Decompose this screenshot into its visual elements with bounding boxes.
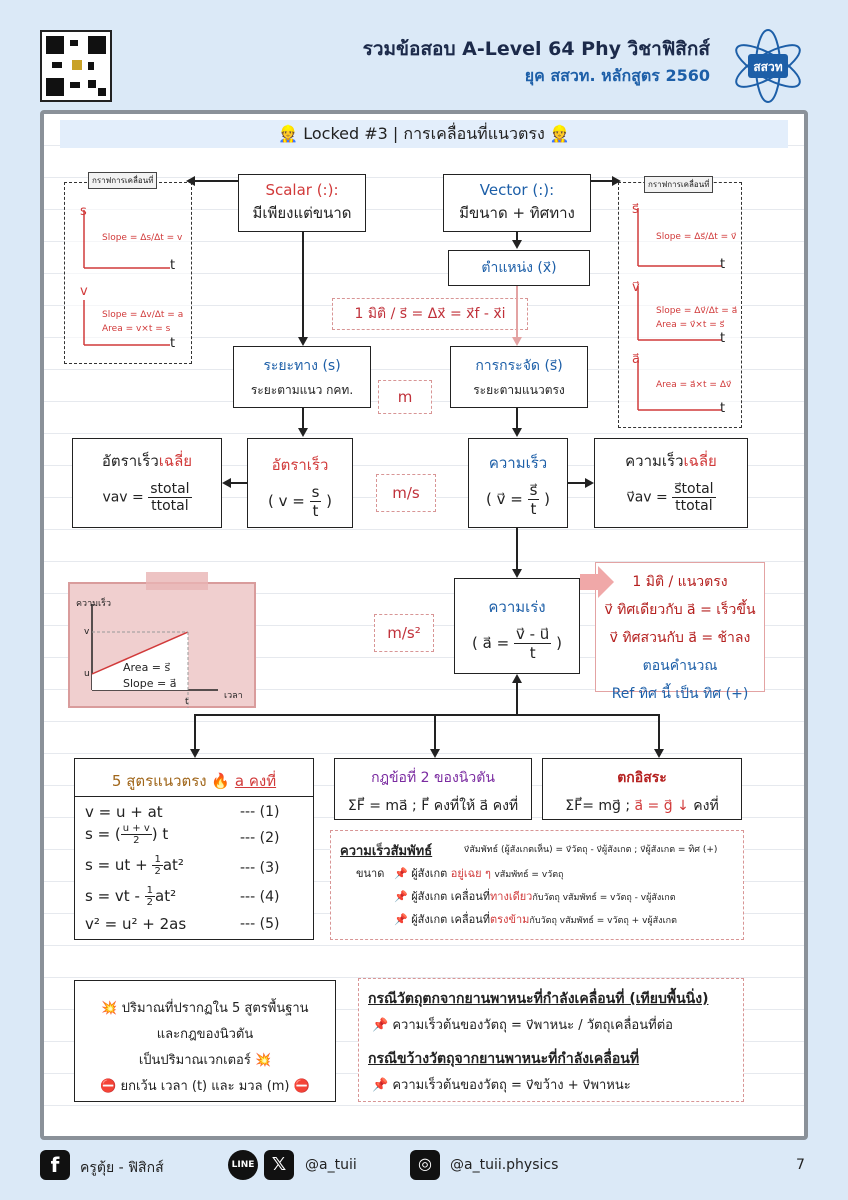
relative-r1c: vสัมพัทธ์ = vวัตถุ <box>494 870 564 880</box>
connector <box>302 408 304 430</box>
worker-icon: 👷 <box>278 124 304 143</box>
freefall-formula-b: a⃗ = g⃗ ↓ <box>634 798 689 814</box>
relative-row-2 <box>394 887 676 905</box>
t-axis-label: t <box>170 336 176 351</box>
page-number: 7 <box>796 1157 805 1173</box>
t-axis-label: t <box>720 401 726 416</box>
v-vec-axis-label: v⃗ <box>632 280 640 295</box>
arrow-right-icon <box>612 176 621 186</box>
scalar-box <box>238 174 366 232</box>
s-axis-label: s <box>80 204 87 219</box>
formula-3-num-label: --- (3) <box>240 860 280 876</box>
connector <box>194 714 660 716</box>
arrow-right-icon <box>585 478 594 488</box>
area-v-vec-label: Area = v⃗×t = s⃗ <box>656 320 725 330</box>
pin-icon: 📌 <box>372 1078 393 1093</box>
accel-title: ความเร่ง <box>488 598 546 616</box>
area-a-vec-label: Area = a⃗×t = Δv⃗ <box>656 380 732 390</box>
slope-v-label: Slope = Δv/Δt = a <box>102 310 184 320</box>
five-formulas-title: 5 สูตรแนวตรง <box>111 772 207 790</box>
formula-4-num: 1 <box>146 885 154 896</box>
position-box <box>448 250 590 286</box>
position-label: ตำแหน่ง (x⃗) <box>481 260 557 276</box>
avg-velocity-title: ความเร็ว <box>625 452 684 470</box>
drop-case-title: กรณีวัตถุตกจากยานพาหนะที่กำลังเคลื่อนที่ (เทียบพื้นนิ่ง) <box>368 991 709 1007</box>
unit-m: m <box>378 380 432 414</box>
relative-magnitude: ขนาด <box>356 867 385 880</box>
accel-den: t <box>529 644 536 662</box>
worker-icon: 👷 <box>544 124 570 143</box>
arrow-left-icon <box>186 176 195 186</box>
vt-slope-label: Slope = a⃗ <box>123 677 177 690</box>
s-vec-axis-label: s⃗ <box>632 202 639 217</box>
t-axis-label: t <box>720 331 726 346</box>
arrow-down-icon <box>298 337 308 346</box>
relative-r3a: ผู้สังเกต เคลื่อนที่ <box>411 913 491 926</box>
distance-desc: ระยะตามแนว กคท. <box>250 383 354 397</box>
banner-title: Locked #3 | การเคลื่อนที่แนวตรง <box>303 124 545 143</box>
relative-r2a: ผู้สังเกต เคลื่อนที่ <box>411 890 491 903</box>
vector-box <box>443 174 591 232</box>
logo-text: สสวท <box>753 60 783 74</box>
formula-4-b: at² <box>155 887 177 905</box>
ipst-logo-icon <box>728 26 808 106</box>
connector <box>230 482 247 484</box>
connector <box>516 528 518 570</box>
relative-r3c: กับวัตถุ vสัมพัทธ์ = vวัตถุ + vผู้สังเกต <box>529 916 677 926</box>
relative-r1a: ผู้สังเกต <box>411 867 448 880</box>
banner <box>60 120 788 148</box>
pin-icon: 📌 <box>394 913 408 926</box>
fire-icon: 🔥 <box>211 772 231 790</box>
relative-r3b: ตรงข้าม <box>490 913 530 926</box>
scalar-desc: มีเพียงแต่ขนาด <box>252 204 352 222</box>
avg-speed-box <box>72 438 222 528</box>
header-subtitle: ยุค สสวท. หลักสูตร 2560 <box>524 66 710 85</box>
formula-2-a: s = ( <box>85 825 121 843</box>
throw-case-line: ความเร็วต้นของวัตถุ = v⃗ขว้าง + v⃗พาหนะ <box>392 1078 631 1093</box>
formula-2-num: --- (2) <box>240 830 280 846</box>
header-title: รวมข้อสอบ A-Level 64 Phy วิชาฟิสิกส์ <box>362 38 710 60</box>
connector <box>658 714 660 750</box>
vector-note-box <box>74 980 336 1102</box>
freefall-formula-c: คงที่ <box>693 798 719 814</box>
formula-5-num: --- (5) <box>240 916 280 932</box>
velocity-title: ความเร็ว <box>488 454 548 472</box>
no-entry-icon: ⛔ <box>100 1079 121 1094</box>
arrow-down-icon <box>512 337 522 346</box>
x-icon[interactable]: 𝕏 <box>264 1150 294 1180</box>
accel-lhs: a⃗ = <box>482 634 510 652</box>
footer-facebook[interactable]: ครูตุ้ย - ฟิสิกส์ <box>80 1160 164 1176</box>
vt-area-label: Area = s⃗ <box>123 661 171 674</box>
avg-velocity-num: s⃗total <box>674 481 714 497</box>
speed-box: อัตราเร็ว ( v = $\frac{s}{t}$ ) <box>247 438 353 528</box>
vt-t-label: t <box>185 697 189 707</box>
avg-speed-title-suffix: เฉลี่ย <box>158 452 193 470</box>
unit-ms: m/s <box>376 474 436 512</box>
arrow-down-icon <box>512 240 522 249</box>
avg-speed-num: stotal <box>150 481 190 497</box>
five-formulas-cond: a คงที่ <box>234 772 277 790</box>
formula-4-den: 2 <box>146 897 154 908</box>
speed-title: อัตราเร็ว <box>271 456 329 474</box>
relative-r2c: กับวัตถุ vสัมพัทธ์ = vวัตถุ - vผู้สังเกต <box>532 893 676 903</box>
vt-y-label: ความเร็ว <box>76 599 112 609</box>
formula-5: v² = u² + 2as <box>85 915 187 933</box>
relative-r1b: อยู่เฉย ๆ <box>450 867 491 880</box>
vector-desc: มีขนาด + ทิศทาง <box>459 204 575 222</box>
t-axis-label: t <box>170 258 176 273</box>
relative-r2b: ทางเดียว <box>490 890 533 903</box>
avg-speed-lhs: vav = <box>102 489 144 506</box>
avg-velocity-den: ttotal <box>675 498 713 514</box>
formula-2-b: ) t <box>151 825 169 843</box>
slope-s-vec-label: Slope = Δs⃗/Δt = v⃗ <box>656 232 737 242</box>
no-entry-icon: ⛔ <box>289 1079 310 1094</box>
connector <box>194 180 238 182</box>
formula-1-num: --- (1) <box>240 804 280 820</box>
arrow-down-icon <box>190 749 200 758</box>
avg-velocity-box <box>594 438 748 528</box>
velocity-box: ความเร็ว ( v⃗ = $\frac{s⃗}{t}$ ) <box>468 438 568 528</box>
connector <box>516 408 518 430</box>
connector <box>302 232 304 338</box>
formula-3-num: 1 <box>154 854 161 865</box>
velocity-lhs: v⃗ = <box>496 490 523 508</box>
slope-s-label: Slope = Δs/Δt = v <box>102 233 183 243</box>
velocity-num: s⃗ <box>529 481 538 499</box>
accel-note-3: v⃗ ทิศสวนกับ a⃗ = ช้าลง <box>609 630 751 646</box>
arrow-left-icon <box>222 478 231 488</box>
relative-row-3 <box>394 910 677 928</box>
vt-v-label: v <box>84 627 90 637</box>
vt-x-label: เวลา <box>224 691 243 701</box>
pin-icon: 📌 <box>394 867 408 880</box>
accel-notes <box>595 562 765 702</box>
vector-note-1: ปริมาณที่ปรากฏใน 5 สูตรพื้นฐาน <box>121 1001 309 1016</box>
formula-3-b: at² <box>162 856 184 874</box>
newton-box <box>334 758 532 820</box>
arrow-down-icon <box>654 749 664 758</box>
facebook-icon[interactable]: f <box>40 1150 70 1180</box>
formula-4 <box>85 885 176 908</box>
accel-note-2: v⃗ ทิศเดียวกับ a⃗ = เร็วขึ้น <box>604 602 756 618</box>
five-formulas-box <box>74 758 314 940</box>
accel-note-4: ตอนคำนวณ <box>642 658 718 674</box>
slope-v-vec-label: Slope = Δv⃗/Δt = a⃗ <box>656 306 738 316</box>
relative-def: v⃗สัมพัทธ์ (ผู้สังเกตเห็น) = v⃗วัตถุ - v⃗ผู้สังเกต ; v⃗ผู้สังเกต = ทิศ (+) <box>464 845 718 855</box>
drop-case-line: ความเร็วต้นของวัตถุ = v⃗พาหนะ / วัตถุเคลื่อนที่ต่อ <box>392 1018 673 1033</box>
instagram-icon[interactable]: ◎ <box>410 1150 440 1180</box>
sparkle-icon: 💥 <box>250 1053 272 1068</box>
connector <box>194 714 196 750</box>
graph-tag-right: กราฟการเคลื่อนที่ <box>644 176 713 193</box>
graph-tag-left: กราฟการเคลื่อนที่ <box>88 172 157 189</box>
displacement-desc: ระยะตามแนวตรง <box>473 383 565 397</box>
accel-box: ความเร่ง ( a⃗ = $\frac{v⃗ - u⃗}{t}$ ) <box>454 578 580 674</box>
formula-2 <box>85 823 168 846</box>
newton-formula: ΣF⃗ = ma⃗ ; F⃗ คงที่ให้ a⃗ คงที่ <box>347 798 519 814</box>
formula-2-den: 2 <box>133 835 140 846</box>
distance-box <box>233 346 371 408</box>
avg-velocity-lhs: v⃗av = <box>626 489 668 506</box>
freefall-formula-a: ΣF⃗= mg⃗ ; <box>565 798 631 814</box>
arrow-down-icon <box>512 569 522 578</box>
arrow-down-icon <box>430 749 440 758</box>
displacement-box <box>450 346 588 408</box>
throw-case-title: กรณีขว้างวัตถุจากยานพาหนะที่กำลังเคลื่อนที่ <box>368 1051 640 1067</box>
avg-speed-den: ttotal <box>151 498 189 514</box>
speed-den: t <box>312 502 319 520</box>
pin-icon: 📌 <box>372 1018 393 1033</box>
unit-ms2: m/s² <box>374 614 434 652</box>
accel-num: v⃗ - u⃗ <box>515 625 550 643</box>
speed-num: s <box>311 483 320 501</box>
velocity-den: t <box>530 500 537 518</box>
formula-2-num: u + v <box>122 823 150 834</box>
arrow-down-icon <box>298 428 308 437</box>
accel-note-5: Ref ทิศ นี้ เป็น ทิศ (+) <box>611 686 749 702</box>
displacement-formula: 1 มิติ / s⃗ = Δx⃗ = x⃗f - x⃗i <box>332 298 528 330</box>
vector-note-2: และกฎของนิวตัน <box>156 1027 254 1042</box>
v-axis-label: v <box>80 284 88 299</box>
sparkle-icon: 💥 <box>101 1001 122 1016</box>
formula-3-a: s = ut + <box>85 856 148 874</box>
formula-4-num-label: --- (4) <box>240 889 280 905</box>
divider <box>74 796 314 797</box>
footer-handle-2[interactable]: @a_tuii.physics <box>450 1157 559 1173</box>
relative-row-1 <box>394 864 564 882</box>
connector <box>516 286 518 338</box>
speed-lhs: v = <box>278 492 305 510</box>
connector <box>516 682 518 716</box>
vt-u-label: u <box>84 669 90 679</box>
accel-note-1: 1 มิติ / แนวตรง <box>632 574 728 590</box>
formula-4-a: s = vt - <box>85 887 140 905</box>
avg-speed-title: อัตราเร็ว <box>101 452 159 470</box>
relative-title: ความเร็วสัมพัทธ์ <box>340 844 433 859</box>
vector-note-4: ยกเว้น เวลา (t) และ มวล (m) <box>120 1079 290 1094</box>
connector <box>434 714 436 750</box>
formula-3-den: 2 <box>154 866 161 877</box>
area-v-label: Area = v×t = s <box>102 324 171 334</box>
footer-handle-1[interactable]: @a_tuii <box>305 1157 357 1173</box>
pink-arrow-icon <box>580 566 616 600</box>
newton-title: กฎข้อที่ 2 ของนิวตัน <box>371 770 495 786</box>
vector-note-3: เป็นปริมาณเวกเตอร์ <box>138 1053 251 1068</box>
freefall-box <box>542 758 742 820</box>
displacement-title: การกระจัด (s⃗) <box>475 358 563 374</box>
freefall-title: ตกอิสระ <box>617 770 667 786</box>
qr-code <box>40 30 112 102</box>
connector <box>568 482 586 484</box>
vector-title: Vector (:): <box>479 181 555 199</box>
a-vec-axis-label: a⃗ <box>632 352 640 367</box>
formula-3 <box>85 854 184 877</box>
pin-icon: 📌 <box>394 890 408 903</box>
distance-title: ระยะทาง (s) <box>263 358 341 374</box>
arrow-down-icon <box>512 428 522 437</box>
line-icon[interactable]: LINE <box>228 1150 258 1180</box>
formula-1: v = u + at <box>85 803 163 821</box>
scalar-title: Scalar (:): <box>265 181 339 199</box>
avg-velocity-title-suffix: เฉลี่ย <box>683 452 717 470</box>
t-axis-label: t <box>720 257 726 272</box>
